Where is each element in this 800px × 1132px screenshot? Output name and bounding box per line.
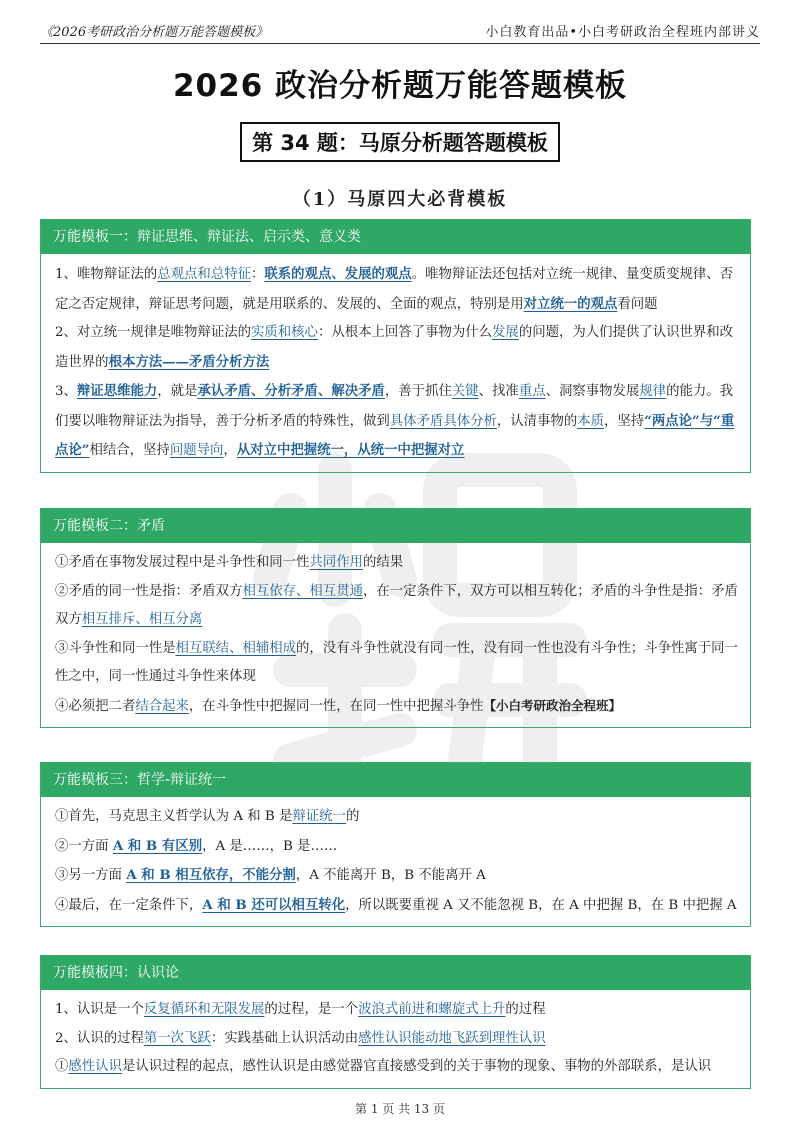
question-title-wrap	[0, 122, 800, 162]
text: 1、认识是一个	[55, 1002, 144, 1017]
text: 3、	[55, 384, 77, 399]
key-term: 从对立中把握统一，从统一中把握对立	[236, 442, 465, 458]
header-right-text: 小白教育出品•小白考研政治全程班内部讲义	[485, 25, 760, 40]
page-header	[40, 22, 760, 44]
text: ④必须把二者	[55, 698, 136, 714]
text: 相结合，坚持	[89, 443, 170, 458]
card-body	[41, 797, 750, 926]
text: ，在斗争性中把握同一性，在同一性中把握斗争性	[188, 698, 484, 714]
template-card-4	[40, 955, 751, 1089]
key-term: 规律	[639, 384, 667, 399]
key-term: 具体矛盾具体分析	[389, 413, 497, 429]
key-term: A 和 B 相互依存，不能分割	[126, 867, 296, 883]
text: 、洞察事物发展	[545, 384, 640, 399]
text: ，在一定条件下，双方可以相互转化；矛盾的斗争性是指：矛盾双方	[55, 583, 738, 627]
key-term: A 和 B 还可以相互转化	[202, 896, 346, 913]
text: ，	[223, 443, 237, 458]
paragraph	[55, 1053, 742, 1082]
text: ，就是	[157, 384, 198, 399]
key-term: 对立统一的观点	[523, 295, 618, 312]
section-subtitle: （1）马原四大必背模板	[292, 189, 508, 210]
text: 2、对立统一规律是唯物辩证法的	[55, 325, 251, 340]
paragraph	[55, 319, 742, 377]
key-term: “两点论”与“重点论”	[55, 412, 735, 458]
text: ①首先，马克思主义哲学认为 A 和 B 是	[55, 809, 293, 824]
card-heading: 万能模板四：认识论	[41, 956, 750, 990]
card-body	[41, 990, 750, 1088]
card-heading: 万能模板三：哲学-辩证统一	[41, 763, 750, 797]
key-term: 辩证思维能力	[76, 383, 158, 399]
paragraph	[55, 578, 742, 635]
text: 的问题，为人们提供了认识世界和改造世界的	[55, 325, 734, 370]
text: ①矛盾在事物发展过程中是斗争性和同一性	[55, 555, 310, 570]
text: 1、唯物辩证法的	[55, 267, 158, 282]
text: 的过程，是一个	[264, 1002, 359, 1017]
key-term: 反复循环和无限发展	[143, 1002, 265, 1017]
text: ③斗争性和同一性是	[55, 640, 176, 656]
question-title: 第 34 题：马原分析题答题模板	[240, 122, 560, 162]
key-term: 相互依存、相互贯通	[242, 583, 363, 599]
text: 2、认识的过程	[55, 1030, 144, 1046]
text: 的能力。我们要以唯物辩证法为指导，善于分析矛盾的特殊性，做到	[55, 384, 734, 429]
text: 、找准	[478, 384, 519, 399]
text: 的过程	[505, 1002, 546, 1017]
paragraph	[55, 861, 742, 891]
paragraph	[55, 1025, 742, 1054]
paragraph	[55, 891, 742, 921]
key-term: 实质和核心	[251, 325, 318, 340]
paragraph	[55, 377, 742, 466]
key-term: 重点	[518, 384, 546, 399]
key-term: 问题导向	[169, 443, 224, 458]
key-term: 根本方法——矛盾分析方法	[108, 353, 270, 370]
text: 的结果	[362, 555, 404, 570]
course-tag: 【小白考研政治全程班】	[483, 697, 622, 713]
key-term: 第一次飞跃	[143, 1030, 211, 1046]
page-footer: 第 1 页 共 13 页	[355, 1102, 445, 1116]
text: ②一方面	[55, 838, 113, 854]
template-card-1	[40, 219, 751, 473]
key-term: 关键	[451, 384, 479, 399]
header-left-text: 《2026考研政治分析题万能答题模板》	[40, 25, 269, 40]
key-term: 感性认识能动地飞跃到理性认识	[358, 1030, 546, 1046]
text: ，认清事物的	[496, 413, 578, 429]
template-card-3	[40, 762, 751, 927]
text: 的，没有斗争性就没有同一性，没有同一性也没有斗争性；斗争性寓于同一性之中，同一性通过斗争性来体现	[55, 640, 738, 684]
paragraph	[55, 803, 742, 832]
key-term: A 和 B 有区别	[112, 837, 203, 854]
card-heading: 万能模板二：矛盾	[41, 509, 750, 543]
paragraph	[55, 549, 742, 578]
key-term: 结合起来	[135, 698, 189, 714]
paragraph	[55, 635, 742, 692]
key-term: 相互联结、相辅相成	[175, 640, 297, 656]
text: ，坚持	[604, 413, 645, 429]
key-term: 相互排斥、相互分离	[81, 612, 203, 627]
key-term: 本质	[577, 413, 605, 429]
key-term: 波浪式前进和螺旋式上升	[358, 1002, 506, 1017]
key-term: 联系的观点、发展的观点	[264, 266, 412, 282]
paragraph	[55, 832, 742, 862]
text: ：实践基础上认识活动由	[210, 1030, 359, 1046]
key-term: 共同作用	[309, 555, 363, 570]
text: 是认识过程的起点，感性认识是由感觉器官直接感受到的关于事物的现象、事物的外部联系，是认识	[121, 1059, 712, 1074]
text: ④最后，在一定条件下，	[55, 897, 203, 913]
text: 看问题	[617, 296, 658, 312]
paragraph	[55, 692, 742, 722]
text: ①	[55, 1059, 69, 1074]
paragraph	[55, 996, 742, 1025]
text: 。唯物辩证法还包括对立统一规律、量变质变规律、否定之否定规律，辩证思考问题，就是用联系的、发展的、全面的观点，特别是用	[55, 267, 734, 312]
text: ，A 不能离开 B，B 不能离开 A	[295, 868, 486, 883]
text: ③另一方面	[55, 868, 127, 883]
card-body	[41, 543, 750, 727]
card-heading: 万能模板一：辩证思维、辩证法、启示类、意义类	[41, 220, 750, 254]
key-term: 总观点和总特征	[157, 267, 251, 282]
text: 的	[345, 809, 360, 824]
text: ：从根本上回答了事物为什么	[317, 325, 493, 340]
document-title: 2026 政治分析题万能答题模板	[172, 68, 628, 104]
key-term: 辩证统一	[292, 809, 346, 824]
text: ：	[251, 267, 265, 282]
key-term: 感性认识	[68, 1059, 122, 1074]
key-term: 承认矛盾、分析矛盾、解决矛盾	[197, 383, 385, 399]
paragraph	[55, 260, 742, 319]
text: ，所以既要重视 A 又不能忽视 B，在 A 中把握 B，在 B 中把握 A	[345, 897, 737, 913]
text: ，A 是……，B 是……	[202, 838, 338, 854]
template-card-2	[40, 508, 751, 728]
card-body	[41, 254, 750, 472]
text: ，善于抓住	[384, 384, 452, 399]
key-term: 发展	[492, 325, 519, 340]
text: ②矛盾的同一性是指：矛盾双方	[55, 583, 243, 599]
